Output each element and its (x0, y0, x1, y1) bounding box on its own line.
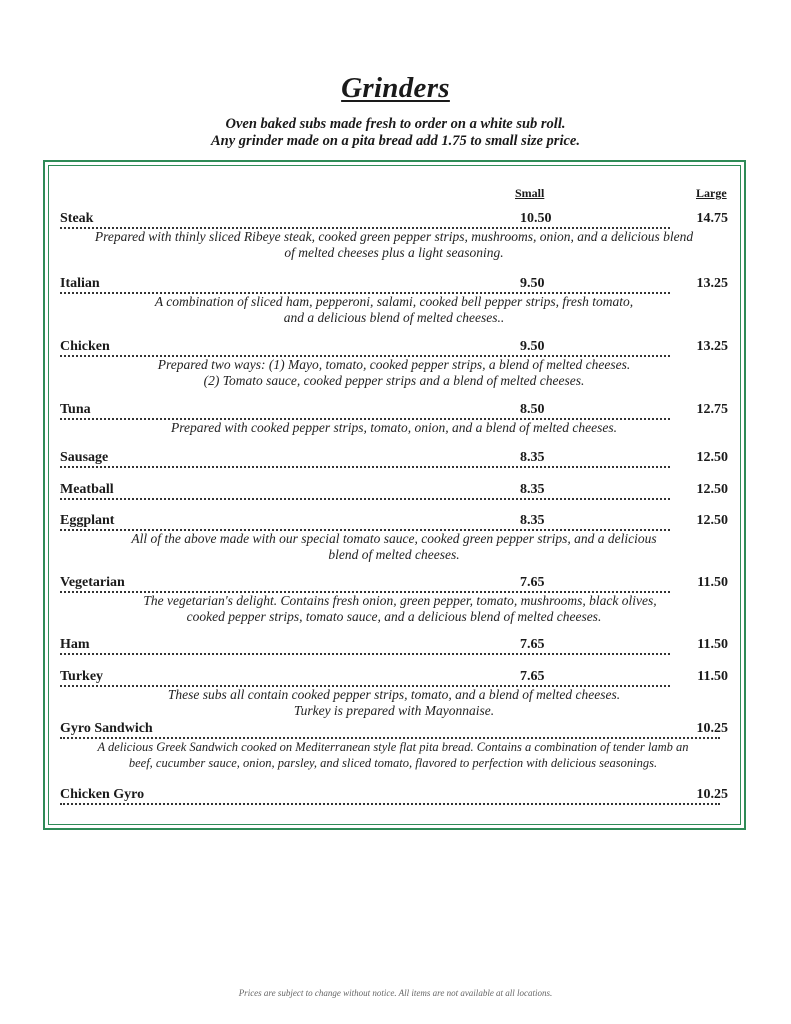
item-name: Chicken Gyro (60, 787, 145, 802)
dot-leader (60, 211, 670, 229)
item-name: Sausage (60, 450, 109, 465)
dot-leader (60, 276, 670, 294)
column-header-large: Large (696, 186, 727, 200)
item-name: Italian (60, 276, 100, 291)
item-price-large: 11.50 (697, 575, 728, 590)
menu-item-eggplant (60, 513, 728, 563)
item-price-large: 14.75 (696, 211, 728, 226)
item-description-line: blend of melted cheeses. (328, 547, 460, 562)
dot-leader (60, 787, 720, 805)
item-price-large: 11.50 (697, 637, 728, 652)
item-price-large: 12.75 (696, 402, 728, 417)
item-description-line: cooked pepper strips, tomato sauce, and a delicious blend of melted cheeses. (186, 609, 602, 624)
dot-leader (60, 637, 670, 655)
item-price-small: 7.65 (520, 637, 545, 652)
item-price-small: 9.50 (520, 276, 545, 291)
item-price-small: 10.50 (520, 211, 552, 226)
item-name: Gyro Sandwich (60, 721, 153, 736)
dot-leader (60, 669, 670, 687)
item-description-line: A delicious Greek Sandwich cooked on Mediterranean style flat pita bread. Contains a combination of tender lamb an (97, 740, 689, 754)
item-price-small: 7.65 (520, 575, 545, 590)
menu-item-ham (60, 637, 728, 655)
menu-item-turkey (60, 669, 728, 719)
item-name: Tuna (60, 402, 91, 417)
dot-leader (60, 575, 670, 593)
dot-leader (60, 513, 670, 531)
item-name: Chicken (60, 339, 110, 354)
menu-item-sausage (60, 450, 728, 468)
item-price-small: 8.35 (520, 482, 545, 497)
item-price-large: 12.50 (696, 513, 728, 528)
item-price-large: 10.25 (696, 787, 728, 802)
item-price-small: 9.50 (520, 339, 545, 354)
item-description-line: beef, cucumber sauce, onion, parsley, and sliced tomato, flavored to perfection with delicious seasonings. (128, 756, 658, 770)
item-name: Meatball (60, 482, 114, 497)
item-description-line: (2) Tomato sauce, cooked pepper strips and a blend of melted cheeses. (203, 373, 585, 388)
item-price-small: 8.35 (520, 513, 545, 528)
dot-leader (60, 339, 670, 357)
item-name: Eggplant (60, 513, 115, 528)
item-price-large: 13.25 (696, 276, 728, 291)
dot-leader (60, 482, 670, 500)
item-description-line: and a delicious blend of melted cheeses.. (283, 310, 505, 325)
item-description-line: A combination of sliced ham, pepperoni, salami, cooked bell pepper strips, fresh tomato, (154, 294, 634, 309)
item-name: Ham (60, 637, 90, 652)
dot-leader (60, 721, 720, 739)
item-name: Steak (60, 211, 94, 226)
footer-disclaimer: Prices are subject to change without notice. All items are not available at all locations. (238, 988, 553, 998)
menu-item-meatball (60, 482, 728, 500)
dot-leader (60, 450, 670, 468)
item-price-large: 12.50 (696, 482, 728, 497)
item-description-line: All of the above made with our special tomato sauce, cooked green pepper strips, and a delicious (131, 531, 657, 546)
item-price-large: 13.25 (696, 339, 728, 354)
item-name: Turkey (60, 669, 104, 684)
page-title: Grinders (341, 72, 450, 104)
item-price-small: 8.50 (520, 402, 545, 417)
item-price-large: 11.50 (697, 669, 728, 684)
item-description-line: of melted cheeses plus a light seasoning. (284, 245, 504, 260)
menu-item-chicken (60, 339, 728, 389)
menu-item-gyro-sandwich (60, 721, 728, 771)
item-price-large: 12.50 (696, 450, 728, 465)
dot-leader (60, 402, 670, 420)
item-price-large: 10.25 (696, 721, 728, 736)
item-description-line: Prepared two ways: (1) Mayo, tomato, cooked pepper strips, a blend of melted cheeses. (157, 357, 631, 372)
item-description-line: Turkey is prepared with Mayonnaise. (293, 703, 495, 718)
item-description-line: These subs all contain cooked pepper strips, tomato, and a blend of melted cheeses. (167, 687, 621, 702)
item-description-line: Prepared with thinly sliced Ribeye steak, cooked green pepper strips, mushrooms, onion, and a delicious blend (94, 229, 694, 244)
menu-item-italian (60, 276, 728, 326)
menu-item-steak (60, 211, 728, 261)
subtitle-line-1: Oven baked subs made fresh to order on a white sub roll. (225, 116, 566, 132)
menu-item-tuna (60, 402, 728, 436)
subtitle-line-2: Any grinder made on a pita bread add 1.75 to small size price. (211, 133, 580, 149)
item-price-small: 7.65 (520, 669, 545, 684)
menu-item-vegetarian (60, 575, 728, 625)
item-price-small: 8.35 (520, 450, 545, 465)
menu-item-chicken-gyro (60, 787, 728, 805)
column-header-small: Small (515, 186, 545, 200)
item-description-line: Prepared with cooked pepper strips, tomato, onion, and a blend of melted cheeses. (171, 420, 617, 435)
item-name: Vegetarian (60, 575, 125, 590)
item-description-line: The vegetarian's delight. Contains fresh onion, green pepper, tomato, mushrooms, black olives, (143, 593, 657, 608)
